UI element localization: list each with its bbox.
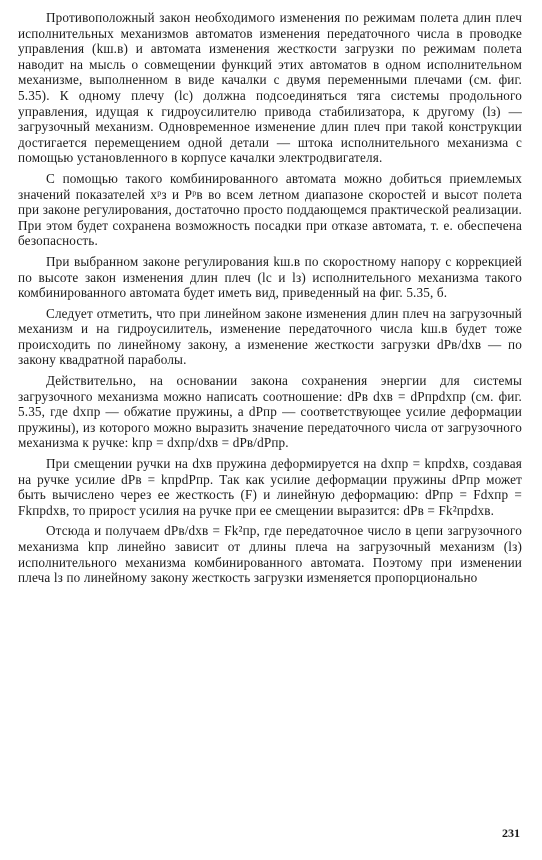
paragraph-2: С помощью такого комбинированного автомата можно добиться приемлемых значений показателей xᵖз и Pᵖв во всем летном диапазоне скоростей и высот полета при законе регулирования, достаточно просто поддающемся практической реализации. При этом будет сохранена возможность посадки при отказе автомата, т. е. обеспечена безопасность. [18,170,522,249]
document-body [18,10,522,591]
paragraph-3: При выбранном законе регулирования kш.в по скоростному напору с коррекцией по высоте закон изменения длин плеч (lс и lз) исполнительного механизма такого комбинированного автомата будет иметь вид, приведенный на фиг. 5.35, б. [18,253,522,301]
page-number: 231 [502,826,520,840]
paragraph-6: При смещении ручки на dxв пружина деформируется на dxпр = kпрdxв, создавая на ручке усилие dPв = kпрdPпр. Так как усилие деформации пружины dPпр может быть вычислено через ее жесткость (F) и линейную деформацию: dPпр = Fdxпр = Fkпрdxв, то прирост усилия на ручке при ее смещении выразится: dPв = Fk²прdxв. [18,456,522,518]
paragraph-7: Отсюда и получаем dPв/dxв = Fk²пр, где передаточное число в цепи загрузочного механизма kпр линейно зависит от длины плеча на загрузочный механизм (lз) исполнительного механизма комбинированного автомата. Поэтому при изменении плеча lз по линейному закону жесткость загрузки изменяется пропорционально [18,523,522,586]
paragraph-5: Действительно, на основании закона сохранения энергии для системы загрузочного механизма можно написать соотношение: dPв dxв = dPпрdxпр (см. фиг. 5.35, где dxпр — обжатие пружины, а dPпр — соответствующее усилие деформации пружины), из которого можно выразить значение передаточного числа от загрузочного механизма к ручке: kпр = dxпр/dxв = dPв/dPпр. [18,373,522,451]
paragraph-1: Противоположный закон необходимого изменения по режимам полета длин плеч исполнительных механизмов автоматов изменения передаточного числа в проводке управления (kш.в) и автомата изменения жесткости загрузки по режимам полета наводит на мысль о совмещении функций этих автоматов в одном исполнительном механизме, выполненном в виде качалки с двумя переменными плечами (см. фиг. 5.35). К одному плечу (lс) должна подсоединяться тяга системы продольного управления, идущая к гидроусилителю привода стабилизатора, к другому (lз) — загрузочный механизм. Одновременное изменение длин плеч при такой конструкции достигается перемещением одной детали — штока исполнительного механизма с помощью установленного в корпусе качалки электродвигателя. [18,10,522,166]
paragraph-4: Следует отметить, что при линейном законе изменения длин плеч на загрузочный механизм и на гидроусилитель, изменение передаточного числа kш.в будет тоже происходить по линейному закону, а изменение жесткости загрузки dPв/dxв — по закону квадратной параболы. [18,305,522,368]
